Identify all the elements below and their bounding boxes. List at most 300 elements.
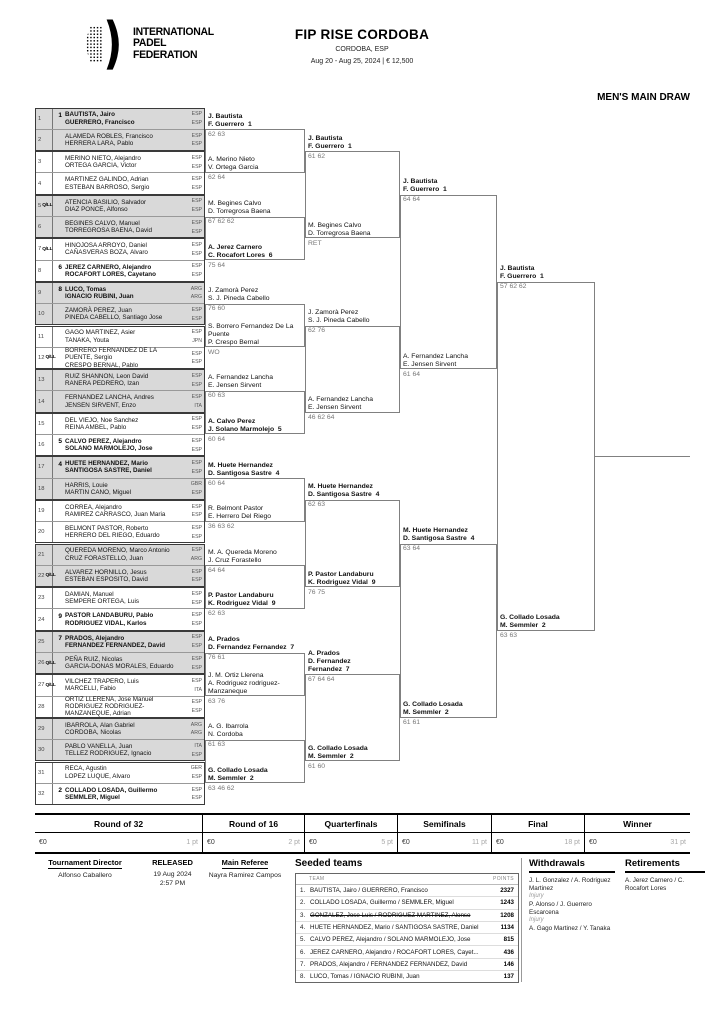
player-name: BELMONT PASTOR, Roberto — [65, 525, 149, 533]
entry-countries — [184, 414, 204, 434]
player-name: CRUZ FORASTELLO, Juan — [65, 554, 144, 562]
entry-seed-cell — [53, 501, 62, 521]
entry-countries — [184, 479, 204, 499]
entry-position-cell — [36, 261, 53, 281]
entry-position: 18 — [38, 485, 45, 492]
entry-players — [62, 304, 184, 324]
player-country: ESP — [191, 795, 202, 802]
entry-seed-cell — [53, 109, 62, 129]
entry-qualifier-tag: Q/LL — [42, 246, 53, 252]
entry-seed-cell — [53, 130, 62, 150]
draw-match — [35, 238, 205, 282]
player-country: ESP — [191, 306, 202, 313]
round-of-16-match-score: 64 64 — [208, 566, 226, 574]
entry-position: 27 — [38, 682, 45, 689]
draw-entry — [36, 457, 204, 477]
legend-points: 1 pt — [186, 839, 198, 846]
entry-seed: 7 — [58, 635, 62, 643]
player-country: ITA — [194, 742, 202, 749]
entry-countries — [184, 391, 204, 411]
round-of-16-team — [208, 418, 298, 434]
entry-position: 3 — [38, 159, 42, 166]
team-player-name: D. Fernandez Fernandez 7 — [308, 657, 351, 673]
entry-countries — [184, 632, 204, 652]
team-player-name: F. Guerrero 1 — [308, 142, 352, 150]
team-player-name: M. Begines Calvo — [208, 200, 262, 207]
entry-seed: 1 — [58, 112, 62, 119]
legend-round-cell — [492, 815, 585, 852]
legend-points: 5 pt — [381, 839, 393, 846]
round-of-16-team — [208, 723, 298, 739]
entry-seed: 4 — [58, 460, 62, 468]
round-of-16-team — [208, 672, 298, 696]
seeded-teams-table — [295, 873, 519, 983]
entry-position-cell — [36, 784, 53, 804]
player-country: ESP — [191, 250, 202, 257]
entry-seed: 8 — [58, 286, 62, 294]
legend-prize: €0 — [496, 839, 504, 846]
quarterfinal-match-score: 67 64 64 — [308, 675, 335, 683]
player-name: ALVAREZ HORNILLO, Jesus — [65, 568, 147, 576]
player-name: RODRIGUEZ RODRIGUEZ-MANZANEQUE, Adrian — [65, 703, 145, 718]
player-name: DAMIAN, Manuel — [65, 591, 114, 599]
player-name: ORTEGA GARCIA, Victor — [65, 162, 137, 170]
draw-entry — [36, 783, 204, 804]
player-name: HERRERO DEL RIEGO, Eduardo — [65, 532, 160, 540]
legend-round-name: Round of 32 — [93, 818, 144, 829]
player-country: ITA — [194, 402, 202, 409]
player-name: QUEREDA MORENO, Marco Antonio — [65, 547, 170, 555]
entry-qualifier-tag: Q/LL — [45, 355, 56, 361]
player-country: ESP — [191, 503, 202, 510]
team-player-name: J. Zamorà Perez — [308, 309, 359, 316]
seeded-team-number: 3. — [300, 911, 306, 919]
player-country: ESP — [191, 120, 202, 127]
player-country: ESP — [191, 655, 202, 662]
entry-seed-cell — [53, 239, 62, 259]
team-player-name: A. Fernandez Lancha — [308, 396, 373, 404]
player-country: ESP — [191, 350, 202, 357]
player-country: ESP — [191, 774, 202, 781]
seeded-team-name: PRADOS, Alejandro / FERNANDEZ FERNANDEZ, David — [310, 960, 468, 968]
seeded-team-name: GONZALEZ, Jose Luis / RODRIGUEZ MARTINEZ, Alonso — [310, 911, 471, 919]
seeded-col-points: POINTS — [492, 876, 514, 882]
player-name: CAÑASVERAS BOZA, Alvaro — [65, 249, 148, 257]
player-name: TORREGROSA BAENA, David — [65, 227, 153, 235]
team-player-name: G. Collado Losada — [403, 701, 463, 709]
round-of-16-match-score: 61 63 — [208, 741, 226, 749]
entry-position-cell — [36, 239, 53, 259]
quarterfinal-match-score: 62 63 — [308, 501, 326, 509]
quarterfinal-team — [308, 396, 393, 412]
entry-position: 15 — [38, 420, 45, 427]
player-country: ESP — [191, 381, 202, 388]
team-player-name: M. Semmler 2 — [403, 709, 449, 717]
player-country: JPN — [192, 338, 202, 345]
team-player-name: G. Collado Losada — [208, 766, 268, 774]
seeded-team-points: 1208 — [500, 911, 514, 919]
entry-seed-cell — [53, 632, 62, 652]
player-country: ESP — [191, 634, 202, 641]
player-country: ESP — [191, 359, 202, 366]
entry-seed-cell — [53, 784, 62, 804]
round-of-16-team — [208, 200, 298, 216]
player-name: HINOJOSA ARROYO, Daniel — [65, 242, 147, 250]
entry-seed-cell — [53, 327, 62, 347]
entry-countries — [184, 173, 204, 193]
player-name: GAGO MARTINEZ, Asier — [65, 329, 136, 337]
entry-position-cell — [36, 327, 53, 347]
tournament-dates-prize: Aug 20 - Aug 25, 2024 | € 12,500 — [310, 58, 414, 65]
player-name: ESTEBAN BARROSO, Sergio — [65, 183, 150, 191]
player-name: ORTIZ LLERENA, Jose Manuel — [65, 695, 154, 703]
entry-position: 20 — [38, 529, 45, 536]
player-country: ESP — [191, 176, 202, 183]
team-player-name: D. Fernandez Fernandez 7 — [208, 644, 295, 651]
player-country: ESP — [191, 154, 202, 161]
seeded-teams-header — [296, 874, 518, 885]
seeded-teams-block — [295, 858, 519, 983]
entry-position-cell — [36, 414, 53, 434]
player-country: ESP — [191, 132, 202, 139]
player-name: COLLADO LOSADA, Guillermo — [65, 786, 158, 794]
draw-match — [35, 282, 205, 326]
entry-seed-cell — [53, 261, 62, 281]
entry-countries — [184, 653, 204, 673]
player-name: GUERRERO, Francisco — [65, 118, 135, 126]
team-player-name: A. G. Ibarrola — [208, 723, 249, 731]
quarterfinal-match-score: 46 62 64 — [308, 414, 335, 422]
round-of-16-team — [208, 113, 298, 129]
seeded-team-row — [296, 896, 518, 908]
round-of-16-team — [208, 505, 298, 521]
entry-players — [62, 697, 184, 717]
player-name: PINEDA CABELLO, Santiago Jose — [65, 314, 163, 322]
semifinal-connector-box — [400, 195, 497, 369]
player-country: ESP — [191, 699, 202, 706]
entry-seed: 5 — [58, 438, 62, 446]
entry-position-cell — [36, 304, 53, 324]
seeded-team-points: 137 — [503, 973, 514, 981]
seeded-team-number: 2. — [300, 899, 306, 907]
entry-qualifier-tag: Q/LL — [42, 203, 53, 209]
team-player-name: G. Collado Losada — [308, 745, 368, 752]
draw-title: MEN'S MAIN DRAW — [597, 92, 690, 103]
withdrawal-team: P. Alonso / J. Guerrero Escarcena — [529, 901, 592, 916]
player-name: JEREZ CARNERO, Alejandro — [65, 263, 152, 271]
player-country: ESP — [191, 568, 202, 575]
player-country: ESP — [191, 533, 202, 540]
player-country: ARG — [190, 721, 202, 728]
org-line: INTERNATIONAL — [132, 25, 214, 38]
entry-countries — [184, 327, 204, 347]
player-country: ESP — [191, 460, 202, 467]
legend-values — [305, 832, 397, 852]
player-country: ESP — [191, 394, 202, 401]
draw-match — [35, 326, 205, 370]
entry-players — [62, 675, 184, 695]
entry-seed-cell — [53, 545, 62, 565]
player-name: IGNACIO RUBINI, Juan — [65, 293, 134, 301]
draw-entry — [36, 521, 204, 542]
entry-seed-cell — [53, 414, 62, 434]
team-player-name: S. Borrero Fernandez De La Puente — [208, 322, 294, 338]
legend-prize: €0 — [402, 839, 410, 846]
round-of-16-match-score: 75 64 — [208, 261, 226, 269]
player-name: ALAMEDA ROBLES, Francisco — [65, 132, 153, 140]
player-name: HERRERA LARA, Pablo — [65, 139, 134, 147]
player-country: ARG — [190, 556, 202, 563]
withdrawal-team: J. L. Gonzalez / A. Rodriguez Martinez — [529, 877, 611, 892]
seeded-team-name: LUCO, Tomas / IGNACIO RUBINI, Juan — [310, 973, 420, 981]
player-country: ARG — [190, 294, 202, 301]
entry-position-cell — [36, 217, 53, 237]
entry-position-cell — [36, 609, 53, 629]
player-country: ESP — [191, 612, 202, 619]
entry-position-cell — [36, 457, 53, 477]
player-country: ESP — [191, 242, 202, 249]
entry-players — [62, 152, 184, 172]
team-player-name: D. Santigosa Sastre 4 — [308, 491, 380, 499]
entry-countries — [184, 370, 204, 390]
team-player-name: V. Ortega Garcia — [208, 164, 259, 172]
draw-entry — [36, 347, 204, 368]
round-of-16-team — [208, 244, 298, 260]
legend-points: 18 pt — [564, 839, 580, 846]
quarterfinal-match-score: 62 76 — [308, 327, 326, 334]
entry-players — [62, 217, 184, 237]
legend-values — [35, 832, 202, 852]
entry-players — [62, 130, 184, 150]
player-country: GBR — [190, 481, 202, 488]
round-of-16-team — [208, 287, 298, 303]
player-country: ESP — [191, 163, 202, 170]
entry-position: 4 — [38, 180, 42, 187]
entry-countries — [184, 239, 204, 259]
draw-entry — [36, 414, 204, 434]
player-country: ESP — [191, 577, 202, 584]
semifinal-match-score: 64 64 — [403, 196, 421, 204]
player-country: ESP — [191, 664, 202, 671]
player-name: SEMPERE ORTEGA, Luis — [65, 598, 140, 606]
seeded-team-row — [296, 933, 518, 945]
team-player-name: K. Rodriguez Vidal 9 — [208, 600, 276, 608]
entry-position: 13 — [38, 377, 45, 384]
draw-entry — [36, 216, 204, 237]
player-country: ESP — [191, 708, 202, 715]
legend-points: 31 pt — [670, 839, 686, 846]
entry-position-cell — [36, 697, 53, 717]
seeded-team-name: BAUTISTA, Jairo / GUERRERO, Francisco — [310, 887, 428, 895]
seeded-team-points: 1243 — [500, 899, 514, 907]
player-country: ESP — [191, 524, 202, 531]
quarterfinal-team — [308, 650, 393, 674]
seeded-team-points: 815 — [503, 936, 514, 944]
entry-seed-cell — [53, 697, 62, 717]
player-name: LUCO, Tomas — [65, 285, 107, 293]
team-player-name: M. A. Quereda Moreno — [208, 548, 277, 556]
legend-points: 11 pt — [471, 839, 487, 846]
player-country: ARG — [190, 285, 202, 292]
entry-position: 32 — [38, 790, 45, 797]
tournament-director-label: Tournament Director — [48, 858, 122, 867]
quarterfinal-team — [308, 135, 393, 151]
player-country: ESP — [191, 111, 202, 118]
round-of-16-team — [208, 592, 298, 608]
player-country: ESP — [191, 207, 202, 214]
player-name: PRADOS, Alejandro — [65, 634, 125, 642]
entry-seed-cell — [53, 283, 62, 303]
entry-position: 8 — [38, 267, 42, 274]
round-of-16-team — [208, 549, 298, 565]
round-of-16-team — [208, 156, 298, 172]
entry-seed-cell — [53, 391, 62, 411]
draw-match — [35, 544, 205, 588]
team-player-name: N. Cordoba — [208, 731, 243, 739]
player-name: TANAKA, Youta — [65, 336, 109, 344]
player-name: PABLO VANELLA, Juan — [65, 743, 133, 751]
player-name: MARTINEZ GALINDO, Adrian — [65, 176, 149, 184]
player-name: LOPEZ LUQUE, Alvaro — [65, 772, 131, 780]
draw-entry — [36, 565, 204, 586]
entry-countries — [184, 740, 204, 760]
team-player-name: D. Santigosa Sastre 4 — [208, 469, 280, 477]
round-of-16-match-score: 60 64 — [208, 479, 226, 487]
round-of-16-match-score: 62 63 — [208, 610, 226, 618]
legend-round-name: Final — [528, 818, 548, 829]
entry-position: 28 — [38, 703, 45, 710]
seeded-team-number: 4. — [300, 924, 306, 932]
player-name: SOLANO MARMOLEJO, Jose — [65, 445, 153, 453]
team-player-name: M. Huete Hernandez — [208, 461, 273, 469]
entry-position-cell — [36, 196, 53, 216]
team-player-name: J. M. Ortiz Llerena — [208, 671, 264, 679]
team-player-name: P. Pastor Landaburu — [308, 570, 374, 578]
entry-position-cell — [36, 479, 53, 499]
player-name: BAUTISTA, Jairo — [65, 111, 115, 119]
entry-position: 9 — [38, 290, 42, 297]
team-player-name: A. Calvo Perez — [208, 418, 256, 425]
player-name: REINA AMBEL, Pablo — [65, 423, 127, 431]
entry-players — [62, 588, 184, 608]
player-country: ESP — [191, 184, 202, 191]
entry-position-cell — [36, 435, 53, 455]
legend-values — [585, 832, 690, 852]
team-player-name: F. Guerrero 1 — [208, 120, 252, 128]
round-of-16-team — [208, 636, 298, 652]
player-name: MERINO NIETO, Alejandro — [65, 155, 141, 163]
team-player-name: E. Herrero Del Riego — [208, 513, 272, 521]
entry-position: 22 — [38, 572, 45, 579]
entry-countries — [184, 522, 204, 542]
player-name: RUIZ SHANNON, Leon David — [65, 373, 149, 381]
semifinal-match-score: 63 64 — [403, 545, 421, 552]
legend-round-name: Semifinals — [423, 818, 466, 829]
entry-countries — [184, 588, 204, 608]
entry-players — [62, 763, 184, 783]
draw-match — [35, 718, 205, 762]
draw-match — [35, 456, 205, 500]
player-country: ESP — [191, 272, 202, 279]
player-name: ZAMORÀ PEREZ, Juan — [65, 307, 132, 315]
quarterfinal-team — [308, 309, 393, 325]
draw-entry — [36, 478, 204, 499]
entry-seed-cell — [53, 435, 62, 455]
quarterfinal-team — [308, 483, 393, 499]
team-player-name: K. Rodriguez Vidal 9 — [308, 578, 376, 586]
round-of-16-match-score: 76 60 — [208, 305, 226, 313]
final-team — [500, 265, 588, 281]
team-player-name: D. Santigosa Sastre 4 — [403, 535, 475, 542]
retirements-title: Retirements — [625, 858, 705, 873]
entry-seed: 2 — [58, 787, 62, 795]
tournament-header — [0, 27, 724, 65]
semifinal-match-score: 61 64 — [403, 370, 421, 378]
team-player-name: A. Jerez Carnero — [208, 243, 263, 251]
quarterfinal-team — [308, 222, 393, 238]
entry-countries — [184, 152, 204, 172]
entry-seed-cell — [53, 522, 62, 542]
player-country: ESP — [191, 219, 202, 226]
entry-players — [62, 391, 184, 411]
seeded-team-name: HUETE HERNANDEZ, Mario / SANTIGOSA SASTRE, Daniel — [310, 924, 479, 932]
player-name: BEGINES CALVO, Manuel — [65, 219, 140, 227]
entry-countries — [184, 109, 204, 129]
entry-players — [62, 479, 184, 499]
draw-entry — [36, 501, 204, 521]
round-of-16-team — [208, 374, 298, 390]
player-name: RANERA PEDRERO, Izan — [65, 380, 140, 388]
round-of-16-match-score: 63 76 — [208, 697, 226, 705]
entry-countries — [184, 196, 204, 216]
entry-seed-cell — [53, 196, 62, 216]
semifinal-team — [403, 178, 490, 194]
org-line: PADEL — [132, 37, 166, 50]
released-date: 19 Aug 2024 — [153, 871, 192, 878]
team-player-name: J. Bautista — [403, 178, 438, 186]
entry-players — [62, 522, 184, 542]
legend-points: 2 pt — [288, 839, 300, 846]
entry-position: 16 — [38, 442, 45, 449]
round-of-16-match-score: 36 63 62 — [208, 523, 235, 531]
entry-position: 2 — [38, 136, 42, 143]
player-name: MARTIN CANO, Miguel — [65, 488, 132, 496]
entry-countries — [184, 304, 204, 324]
legend-round-cell — [585, 815, 690, 852]
legend-table — [35, 813, 690, 854]
entry-players — [62, 109, 184, 129]
team-player-name: M. Semmler 2 — [500, 622, 546, 630]
team-player-name: A. Merino Nieto — [208, 156, 255, 164]
round-of-16-match-score: 60 63 — [208, 392, 226, 400]
player-country: ESP — [191, 228, 202, 235]
legend-round-cell — [305, 815, 398, 852]
team-player-name: M. Begines Calvo — [308, 221, 362, 229]
entry-position-cell — [36, 545, 53, 565]
seeded-team-name: COLLADO LOSADA, Guillermo / SEMMLER, Miguel — [310, 899, 454, 907]
entry-position-cell — [36, 675, 56, 695]
legend-round-name: Quarterfinals — [324, 818, 378, 829]
draw-entry — [36, 390, 204, 411]
player-name: BORRERO FERNANDEZ DE LA PUENTE, Sergio — [65, 347, 157, 362]
seeded-team-name: JEREZ CARNERO, Alejandro / ROCAFORT LORES, Cayet... — [310, 948, 479, 956]
team-player-name: D. Torregrosa Baena — [308, 229, 371, 237]
quarterfinal-team — [308, 745, 393, 761]
entry-seed-cell — [53, 653, 62, 673]
player-name: JENSEN SIRVENT, Enzo — [65, 401, 136, 409]
entry-position-cell — [36, 501, 53, 521]
team-player-name: J. Bautista — [500, 265, 535, 273]
